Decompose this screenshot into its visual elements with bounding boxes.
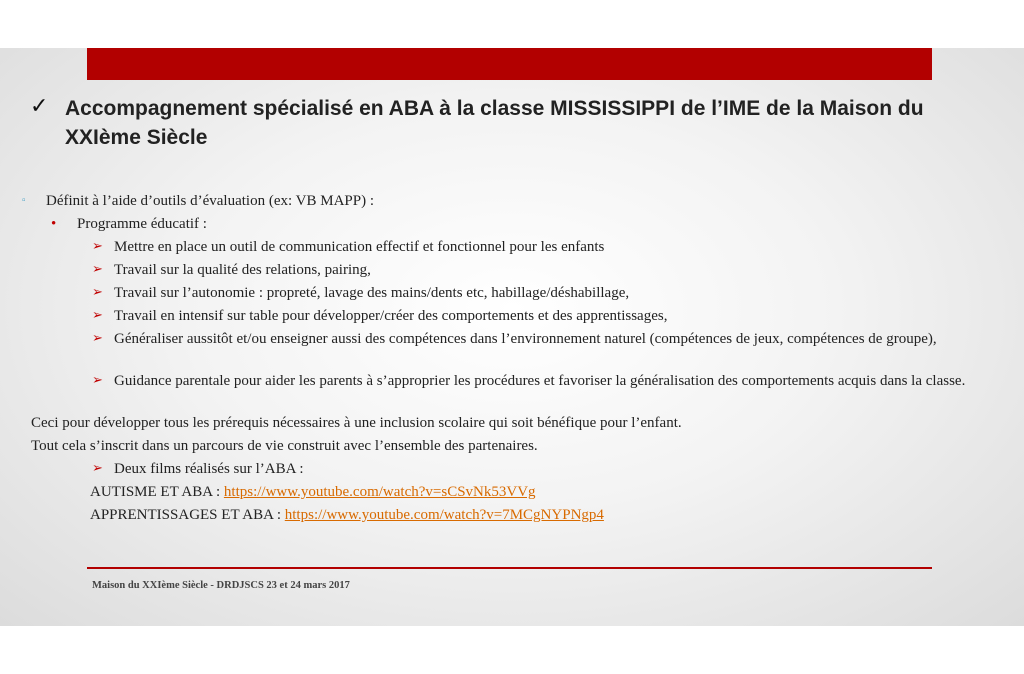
film2-label: APPRENTISSAGES ET ABA : bbox=[90, 507, 285, 523]
bottom-divider bbox=[87, 567, 932, 569]
arrow-bullet-icon: ➢ bbox=[92, 331, 103, 346]
film1-link[interactable]: https://www.youtube.com/watch?v=sCSvNk53VVg bbox=[223, 484, 536, 500]
title-text: Accompagnement spécialisé en ABA à la classe MISSISSIPPI de l’IME de la Maison du XXIème Siècle bbox=[65, 97, 924, 149]
footer-text: Maison du XXIème Siècle - DRDJSCS 23 et 24 mars 2017 bbox=[92, 580, 350, 591]
arrow-bullet-icon: ➢ bbox=[92, 373, 103, 388]
arrow-bullet-icon: ➢ bbox=[92, 461, 103, 476]
paragraph: Ceci pour développer tous les prérequis nécessaires à une inclusion scolaire qui soit bénéfique pour l’enfant. bbox=[31, 415, 682, 431]
film2-link[interactable]: https://www.youtube.com/watch?v=7MCgNYPNgp4 bbox=[284, 507, 604, 523]
list-item: Mettre en place un outil de communication effectif et fonctionnel pour les enfants bbox=[114, 239, 605, 255]
list-item: Travail sur la qualité des relations, pairing, bbox=[114, 262, 371, 278]
top-accent-bar bbox=[87, 48, 932, 80]
slide-title bbox=[30, 94, 990, 152]
list-item: Généraliser aussitôt et/ou enseigner aussi des compétences dans l’environnement naturel (compétences de jeux, compétences de groupe), bbox=[114, 331, 937, 347]
list-item: Travail sur l’autonomie : propreté, lavage des mains/dents etc, habillage/déshabillage, bbox=[114, 285, 630, 301]
sub-heading: Programme éducatif : bbox=[77, 216, 207, 232]
list-item: Guidance parentale pour aider les parents à s’approprier les procédures et favoriser la généralisation des comportements acquis dans la classe. bbox=[114, 373, 966, 389]
film-line-2 bbox=[90, 507, 604, 524]
film-line-1 bbox=[90, 484, 536, 501]
square-bullet-icon: ▫ bbox=[22, 195, 26, 206]
intro-text: Définit à l’aide d’outils d’évaluation (ex: VB MAPP) : bbox=[46, 193, 375, 209]
dot-bullet-icon: • bbox=[51, 216, 57, 232]
arrow-bullet-icon: ➢ bbox=[92, 308, 103, 323]
arrow-bullet-icon: ➢ bbox=[92, 262, 103, 277]
arrow-bullet-icon: ➢ bbox=[92, 285, 103, 300]
slide bbox=[0, 48, 1024, 626]
films-heading: Deux films réalisés sur l’ABA : bbox=[114, 461, 304, 477]
film1-label: AUTISME ET ABA : bbox=[90, 484, 224, 500]
arrow-bullet-icon: ➢ bbox=[92, 239, 103, 254]
checkmark-icon: ✓ bbox=[30, 94, 49, 119]
list-item: Travail en intensif sur table pour développer/créer des comportements et des apprentissages, bbox=[114, 308, 668, 324]
paragraph: Tout cela s’inscrit dans un parcours de vie construit avec l’ensemble des partenaires. bbox=[31, 438, 538, 454]
